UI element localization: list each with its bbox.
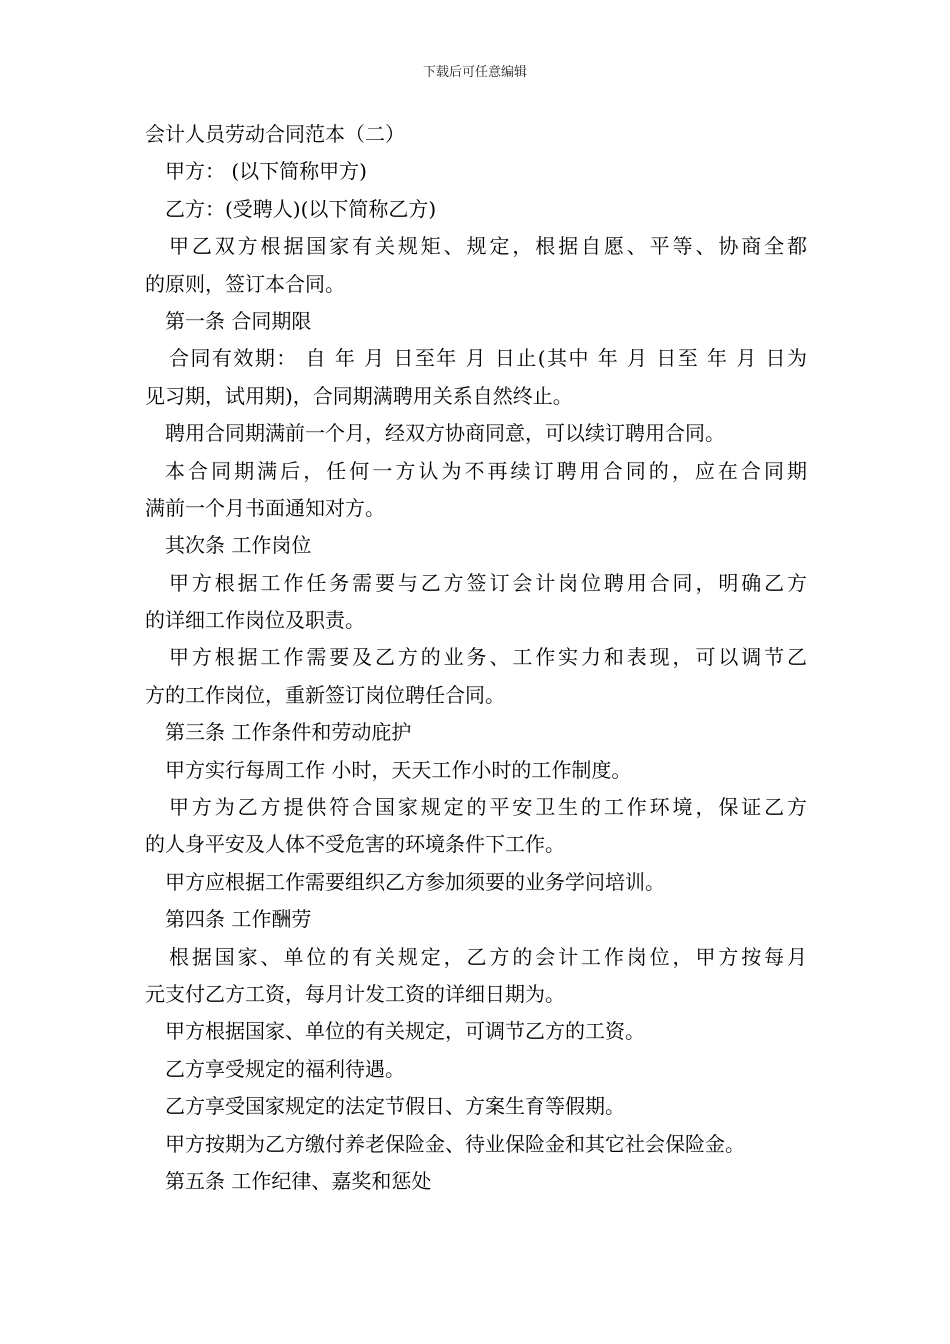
doc-paragraph-line: 方的工作岗位，重新签订岗位聘任合同。 (145, 682, 505, 707)
doc-paragraph-line: 甲方实行每周工作 小时，天天工作小时的工作制度。 (165, 757, 632, 782)
doc-paragraph-line: 本合同期满后，任何一方认为不再续订聘用合同的，应在合同期 (165, 458, 807, 483)
doc-paragraph-line: 甲方根据工作需要及乙方的业务、工作实力和表现，可以调节乙 (169, 645, 807, 670)
doc-paragraph-line: 甲方为乙方提供符合国家规定的平安卫生的工作环境，保证乙方 (169, 795, 807, 820)
doc-paragraph-line: 见习期，试用期)，合同期满聘用关系自然终止。 (145, 383, 573, 408)
doc-paragraph-line: 甲乙双方根据国家有关规矩、规定，根据自愿、平等、协商全都 (169, 234, 807, 259)
doc-paragraph-line: 合同有效期： 自 年 月 日至年 月 日止(其中 年 月 日至 年 月 日为 (169, 346, 807, 371)
section-heading: 其次条 工作岗位 (165, 533, 312, 558)
section-heading: 第五条 工作纪律、嘉奖和惩处 (165, 1168, 432, 1193)
doc-paragraph-line: 甲方根据工作任务需要与乙方签订会计岗位聘用合同，明确乙方 (169, 570, 807, 595)
doc-paragraph-line: 乙方享受规定的福利待遇。 (165, 1056, 405, 1081)
doc-title: 会计人员劳动合同范本（二） (145, 122, 405, 146)
doc-paragraph-line: 的详细工作岗位及职责。 (145, 608, 365, 633)
section-heading: 第一条 合同期限 (165, 308, 312, 333)
doc-line-party-a: 甲方： (以下简称甲方) (165, 159, 367, 184)
doc-paragraph-line: 元支付乙方工资，每月计发工资的详细日期为。 (145, 981, 565, 1006)
doc-paragraph-line: 甲方按期为乙方缴付养老保险金、待业保险金和其它社会保险金。 (165, 1131, 745, 1156)
section-heading: 第三条 工作条件和劳动庇护 (165, 720, 412, 745)
doc-paragraph-line: 满前一个月书面通知对方。 (145, 495, 385, 520)
doc-paragraph-line: 的人身平安及人体不受危害的环境条件下工作。 (145, 832, 565, 857)
doc-line-party-b: 乙方：(受聘人)(以下简称乙方) (165, 196, 437, 221)
doc-paragraph-line: 甲方根据国家、单位的有关规定，可调节乙方的工资。 (165, 1019, 645, 1044)
section-heading: 第四条 工作酬劳 (165, 907, 312, 932)
doc-paragraph-line: 聘用合同期满前一个月，经双方协商同意，可以续订聘用合同。 (165, 421, 725, 446)
page-header: 下载后可任意编辑 (422, 65, 527, 80)
document-body (145, 116, 807, 1200)
doc-paragraph-line: 根据国家、单位的有关规定，乙方的会计工作岗位，甲方按每月 (169, 944, 807, 969)
doc-paragraph-line: 甲方应根据工作需要组织乙方参加须要的业务学问培训。 (165, 869, 665, 894)
doc-paragraph-line: 乙方享受国家规定的法定节假日、方案生育等假期。 (165, 1094, 625, 1119)
doc-paragraph-line: 的原则，签订本合同。 (145, 271, 345, 296)
